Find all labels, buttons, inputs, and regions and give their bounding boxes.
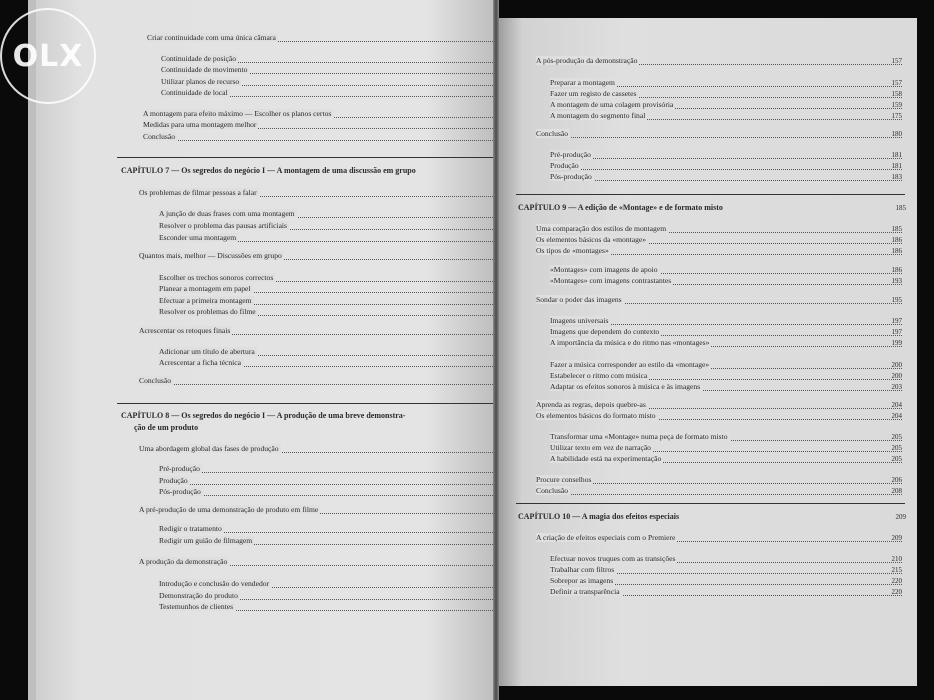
toc-entry-title: Imagens universais — [550, 316, 609, 325]
toc-entry-title: Testemunhos de clientes — [159, 602, 234, 611]
toc-entry-title: A pré-produção de uma demonstração de produto em filme — [139, 505, 319, 514]
toc-entry-transformar-uma-montage-numa-peca-de-for — [550, 432, 902, 442]
toc-page-number: 205 — [891, 433, 902, 441]
toc-entry-os-problemas-de-filmar-pessoas-a-falar — [139, 188, 507, 198]
leader-dots — [143, 140, 507, 141]
logo-text: OLX — [12, 38, 84, 74]
toc-entry-a-juncao-de-duas-frases-com-uma-montagem — [159, 209, 507, 219]
toc-entry-title: A junção de duas frases com uma montagem — [159, 209, 295, 218]
toc-page-number: 205 — [891, 455, 902, 463]
toc-entry-uma-comparacao-dos-estilos-de-montagem — [536, 224, 902, 234]
toc-entry-a-montagem-do-segmento-final — [550, 111, 902, 121]
toc-entry-title: Introdução e conclusão do vendedor — [159, 579, 270, 588]
toc-entry-title: Escolher os trechos sonoros correctos — [159, 273, 274, 282]
toc-entry-title: Conclusão — [143, 132, 176, 141]
right-page — [497, 18, 917, 686]
toc-entry-title: Continuidade de posição — [161, 54, 237, 63]
toc-page-number: 205 — [891, 444, 902, 452]
toc-page-number: 186 — [891, 266, 902, 274]
chapter-title: ção de um produto — [134, 423, 199, 432]
toc-entry-trabalhar-com-filtros — [550, 565, 902, 575]
toc-entry-sobrepor-as-imagens — [550, 576, 902, 586]
leader-dots — [550, 169, 902, 170]
toc-entry-title: Adaptar os efeitos sonoros à música e às imagens — [550, 382, 701, 391]
toc-entry-conclusao — [536, 486, 902, 496]
toc-entry-imagens-universais — [550, 316, 902, 326]
toc-entry-title: Pré-produção — [159, 464, 200, 473]
toc-entry-title: Conclusão — [139, 376, 172, 385]
toc-entry-montages-com-imagens-contrastantes — [550, 276, 902, 286]
toc-entry-acrescentar-os-retoques-finais — [139, 326, 507, 336]
chapter-heading — [134, 422, 334, 433]
toc-entry-title: Quantos mais, melhor — Discussões em grupo — [139, 251, 282, 260]
toc-entry-adicionar-um-titulo-de-abertura — [159, 347, 507, 357]
toc-page-number: 215 — [891, 566, 902, 574]
toc-entry-testemunhos-de-clientes — [159, 602, 507, 612]
toc-entry-title: Esconder uma montagem — [159, 233, 237, 242]
toc-entry-title: Aprenda as regras, depois quebre-as — [536, 400, 646, 409]
toc-entry-title: Criar continuidade com uma única câmara — [147, 33, 276, 42]
toc-entry-utilizar-texto-em-vez-de-narracao — [550, 443, 902, 453]
toc-entry-title: Acrescentar os retoques finais — [139, 326, 231, 335]
toc-entry-title: Redigir o tratamento — [159, 524, 222, 533]
toc-entry-criar-continuidade-com-uma-unica-camara — [147, 33, 507, 43]
toc-page-number: 206 — [891, 476, 902, 484]
toc-entry-medidas-para-uma-montagem-melhor — [143, 120, 507, 130]
toc-entry-adaptar-os-efeitos-sonoros-a-musica-e-as — [550, 382, 902, 392]
toc-entry-resolver-os-problemas-do-filme — [159, 307, 507, 317]
toc-entry-title: Imagens que dependem do contexto — [550, 327, 660, 336]
chapter-rule — [516, 503, 905, 504]
leader-dots — [550, 180, 902, 181]
toc-entry-a-montagem-de-uma-colagem-provisoria — [550, 100, 902, 110]
toc-entry-title: Os tipos de «montages» — [536, 246, 609, 255]
toc-page-number: 183 — [891, 173, 902, 181]
toc-entry-title: Sondar o poder das imagens — [536, 295, 622, 304]
toc-entry-title: Sobrepor as imagens — [550, 576, 614, 585]
chapter-heading — [518, 202, 906, 213]
toc-entry-title: Produção — [550, 161, 579, 170]
toc-entry-title: Estabelecer o ritmo com música — [550, 371, 648, 380]
toc-entry-title: Uma comparação dos estilos de montagem — [536, 224, 667, 233]
toc-page-number: 195 — [891, 296, 902, 304]
toc-entry-acrescentar-a-ficha-tecnica — [159, 358, 507, 368]
toc-page-number: 175 — [891, 112, 902, 120]
toc-entry-title: A montagem de uma colagem provisória — [550, 100, 674, 109]
toc-entry-title: «Montages» com imagens contrastantes — [550, 276, 672, 285]
leader-dots — [159, 484, 507, 485]
toc-page-number: 220 — [891, 588, 902, 596]
toc-entry-title: «Montages» com imagens de apoio — [550, 265, 658, 274]
toc-entry-os-elementos-basicos-da-montage — [536, 235, 902, 245]
chapter-rule — [516, 194, 905, 195]
toc-entry-title: Resolver os problemas do filme — [159, 307, 256, 316]
toc-entry-preparar-a-montagem — [550, 78, 902, 88]
toc-page-number: 197 — [891, 328, 902, 336]
toc-page-number: 204 — [891, 401, 902, 409]
toc-entry-a-habilidade-esta-na-experimentacao — [550, 454, 902, 464]
chapter-rule — [117, 403, 509, 404]
toc-entry-a-montagem-para-efeito-maximo-escolher-o — [143, 109, 507, 119]
toc-page-number: 158 — [891, 90, 902, 98]
toc-entry-estabelecer-o-ritmo-com-musica — [550, 371, 902, 381]
toc-page-number: 200 — [891, 361, 902, 369]
toc-entry-aprenda-as-regras-depois-quebre-as — [536, 400, 902, 410]
toc-entry-title: A pós-produção da demonstração — [536, 56, 638, 65]
toc-entry-a-pre-producao-de-uma-demonstracao-de-pr — [139, 505, 507, 515]
toc-entry-title: Utilizar texto em vez de narração — [550, 443, 651, 452]
leader-dots — [159, 472, 507, 473]
toc-entry-title: Os problemas de filmar pessoas a falar — [139, 188, 257, 197]
chapter-heading — [518, 511, 906, 522]
toc-entry-continuidade-de-local — [161, 88, 507, 98]
toc-entry-planear-a-montagem-em-papel — [159, 284, 507, 294]
leader-dots — [550, 158, 902, 159]
leader-dots — [536, 494, 902, 495]
toc-entry-title: Preparar a montagem — [550, 78, 615, 87]
toc-entry-title: Pré-produção — [550, 150, 591, 159]
toc-entry-montages-com-imagens-de-apoio — [550, 265, 902, 275]
toc-entry-title: Demonstração do produto — [159, 591, 238, 600]
toc-page-number: 208 — [891, 487, 902, 495]
toc-entry-escolher-os-trechos-sonoros-correctos — [159, 273, 507, 283]
toc-entry-a-pos-producao-da-demonstracao — [536, 56, 902, 66]
chapter-title: CAPÍTULO 8 — Os segredos do negócio I — A produção de uma breve demonstra- — [121, 411, 406, 420]
toc-entry-title: Os elementos básicos do formato misto — [536, 411, 656, 420]
toc-page-number: 203 — [891, 383, 902, 391]
chapter-page-number: 209 — [895, 513, 906, 521]
toc-entry-title: Redigir um guião de filmagem — [159, 536, 253, 545]
toc-entry-sondar-o-poder-das-imagens — [536, 295, 902, 305]
book-spine — [493, 0, 499, 700]
chapter-title: CAPÍTULO 10 — A magia dos efeitos especiais — [518, 512, 680, 521]
toc-entry-title: Trabalhar com filtros — [550, 565, 615, 574]
toc-entry-a-importancia-da-musica-e-do-ritmo-nas-m — [550, 338, 902, 348]
toc-entry-definir-a-transparencia — [550, 587, 902, 597]
toc-entry-continuidade-de-movimento — [161, 65, 507, 75]
chapter-heading — [121, 410, 511, 421]
toc-page-number: 185 — [891, 225, 902, 233]
left-page — [36, 0, 496, 700]
toc-entry-quantos-mais-melhor-discussoes-em-grupo — [139, 251, 507, 261]
leader-dots — [159, 495, 507, 496]
toc-entry-title: Adicionar um título de abertura — [159, 347, 255, 356]
toc-entry-fazer-um-registo-de-cassetes — [550, 89, 902, 99]
chapter-title: CAPÍTULO 7 — Os segredos do negócio I — A montagem de uma discussão em grupo — [121, 166, 416, 175]
toc-entry-producao — [159, 476, 507, 486]
toc-entry-title: A criação de efeitos especiais com o Premiere — [536, 533, 676, 542]
toc-entry-title: Definir a transparência — [550, 587, 620, 596]
toc-entry-title: Resolver o problema das pausas artificiais — [159, 221, 287, 230]
toc-entry-title: Pós-produção — [159, 487, 201, 496]
toc-entry-demonstracao-do-produto — [159, 591, 507, 601]
toc-page-number: 157 — [891, 79, 902, 87]
toc-entry-title: Uma abordagem global das fases de produção — [139, 444, 279, 453]
toc-entry-title: Conclusão — [536, 486, 569, 495]
chapter-rule — [117, 157, 509, 158]
toc-entry-conclusao — [536, 129, 902, 139]
toc-page-number: 193 — [891, 277, 902, 285]
chapter-heading — [121, 165, 511, 176]
toc-entry-title: A montagem para efeito máximo — Escolher os planos certos — [143, 109, 332, 118]
toc-page-number: 209 — [891, 534, 902, 542]
page-edge — [28, 0, 36, 700]
toc-entry-fazer-a-musica-corresponder-ao-estilo-da — [550, 360, 902, 370]
toc-entry-a-producao-da-demonstracao — [139, 557, 507, 567]
toc-entry-pre-producao — [550, 150, 902, 160]
toc-entry-title: Conclusão — [536, 129, 569, 138]
toc-entry-title: Acrescentar a ficha técnica — [159, 358, 241, 367]
toc-entry-producao — [550, 161, 902, 171]
toc-entry-title: Os elementos básicos da «montage» — [536, 235, 647, 244]
toc-page-number: 220 — [891, 577, 902, 585]
olx-logo — [0, 8, 96, 104]
toc-page-number: 181 — [891, 151, 902, 159]
toc-entry-title: Procure conselhos — [536, 475, 592, 484]
toc-page-number: 197 — [891, 317, 902, 325]
toc-entry-title: Medidas para uma montagem melhor — [143, 120, 257, 129]
toc-entry-conclusao — [143, 132, 507, 142]
toc-entry-imagens-que-dependem-do-contexto — [550, 327, 902, 337]
toc-page-number: 204 — [891, 412, 902, 420]
toc-entry-title: Fazer um registo de cassetes — [550, 89, 637, 98]
toc-page-number: 186 — [891, 247, 902, 255]
toc-entry-a-criacao-de-efeitos-especiais-com-o-pre — [536, 533, 902, 543]
toc-entry-utilizar-planos-de-recurso — [161, 77, 507, 87]
toc-entry-redigir-o-tratamento — [159, 524, 507, 534]
toc-page-number: 199 — [891, 339, 902, 347]
toc-entry-title: Pós-produção — [550, 172, 592, 181]
toc-entry-introducao-e-conclusao-do-vendedor — [159, 579, 507, 589]
toc-entry-redigir-um-guiao-de-filmagem — [159, 536, 507, 546]
toc-entry-procure-conselhos — [536, 475, 902, 485]
toc-entry-uma-abordagem-global-das-fases-de-produc — [139, 444, 507, 454]
toc-entry-pos-producao — [550, 172, 902, 182]
chapter-page-number: 185 — [895, 204, 906, 212]
toc-page-number: 210 — [891, 555, 902, 563]
toc-entry-title: Fazer a música corresponder ao estilo da «montage» — [550, 360, 710, 369]
toc-entry-title: Continuidade de movimento — [161, 65, 248, 74]
toc-entry-title: A montagem do segmento final — [550, 111, 646, 120]
leader-dots — [139, 384, 507, 385]
leader-dots — [536, 137, 902, 138]
toc-entry-continuidade-de-posicao — [161, 54, 507, 64]
toc-entry-os-tipos-de-montages — [536, 246, 902, 256]
toc-entry-conclusao — [139, 376, 507, 386]
toc-entry-esconder-uma-montagem — [159, 233, 507, 243]
toc-entry-efectuar-novos-truques-com-as-transicoes — [550, 554, 902, 564]
toc-page-number: 200 — [891, 372, 902, 380]
toc-page-number: 181 — [891, 162, 902, 170]
toc-entry-title: A habilidade está na experimentação — [550, 454, 662, 463]
toc-entry-title: Utilizar planos de recurso — [161, 77, 240, 86]
toc-entry-title: Transformar uma «Montage» numa peça de formato misto — [550, 432, 728, 441]
toc-entry-os-elementos-basicos-do-formato-misto — [536, 411, 902, 421]
toc-entry-title: Produção — [159, 476, 188, 485]
toc-entry-title: Efectuar a primeira montagem — [159, 296, 252, 305]
toc-entry-efectuar-a-primeira-montagem — [159, 296, 507, 306]
toc-entry-title: Planear a montagem em papel — [159, 284, 251, 293]
chapter-title: CAPÍTULO 9 — A edição de «Montage» e de formato misto — [518, 203, 723, 212]
toc-entry-resolver-o-problema-das-pausas-artificia — [159, 221, 507, 231]
toc-page-number: 186 — [891, 236, 902, 244]
toc-entry-title: A produção da demonstração — [139, 557, 228, 566]
toc-entry-pos-producao — [159, 487, 507, 497]
toc-entry-title: A importância da música e do ritmo nas «montages» — [550, 338, 710, 347]
toc-entry-title: Efectuar novos truques com as transições — [550, 554, 676, 563]
toc-entry-pre-producao — [159, 464, 507, 474]
toc-page-number: 159 — [891, 101, 902, 109]
toc-page-number: 180 — [891, 130, 902, 138]
toc-entry-title: Continuidade de local — [161, 88, 228, 97]
toc-page-number: 157 — [891, 57, 902, 65]
